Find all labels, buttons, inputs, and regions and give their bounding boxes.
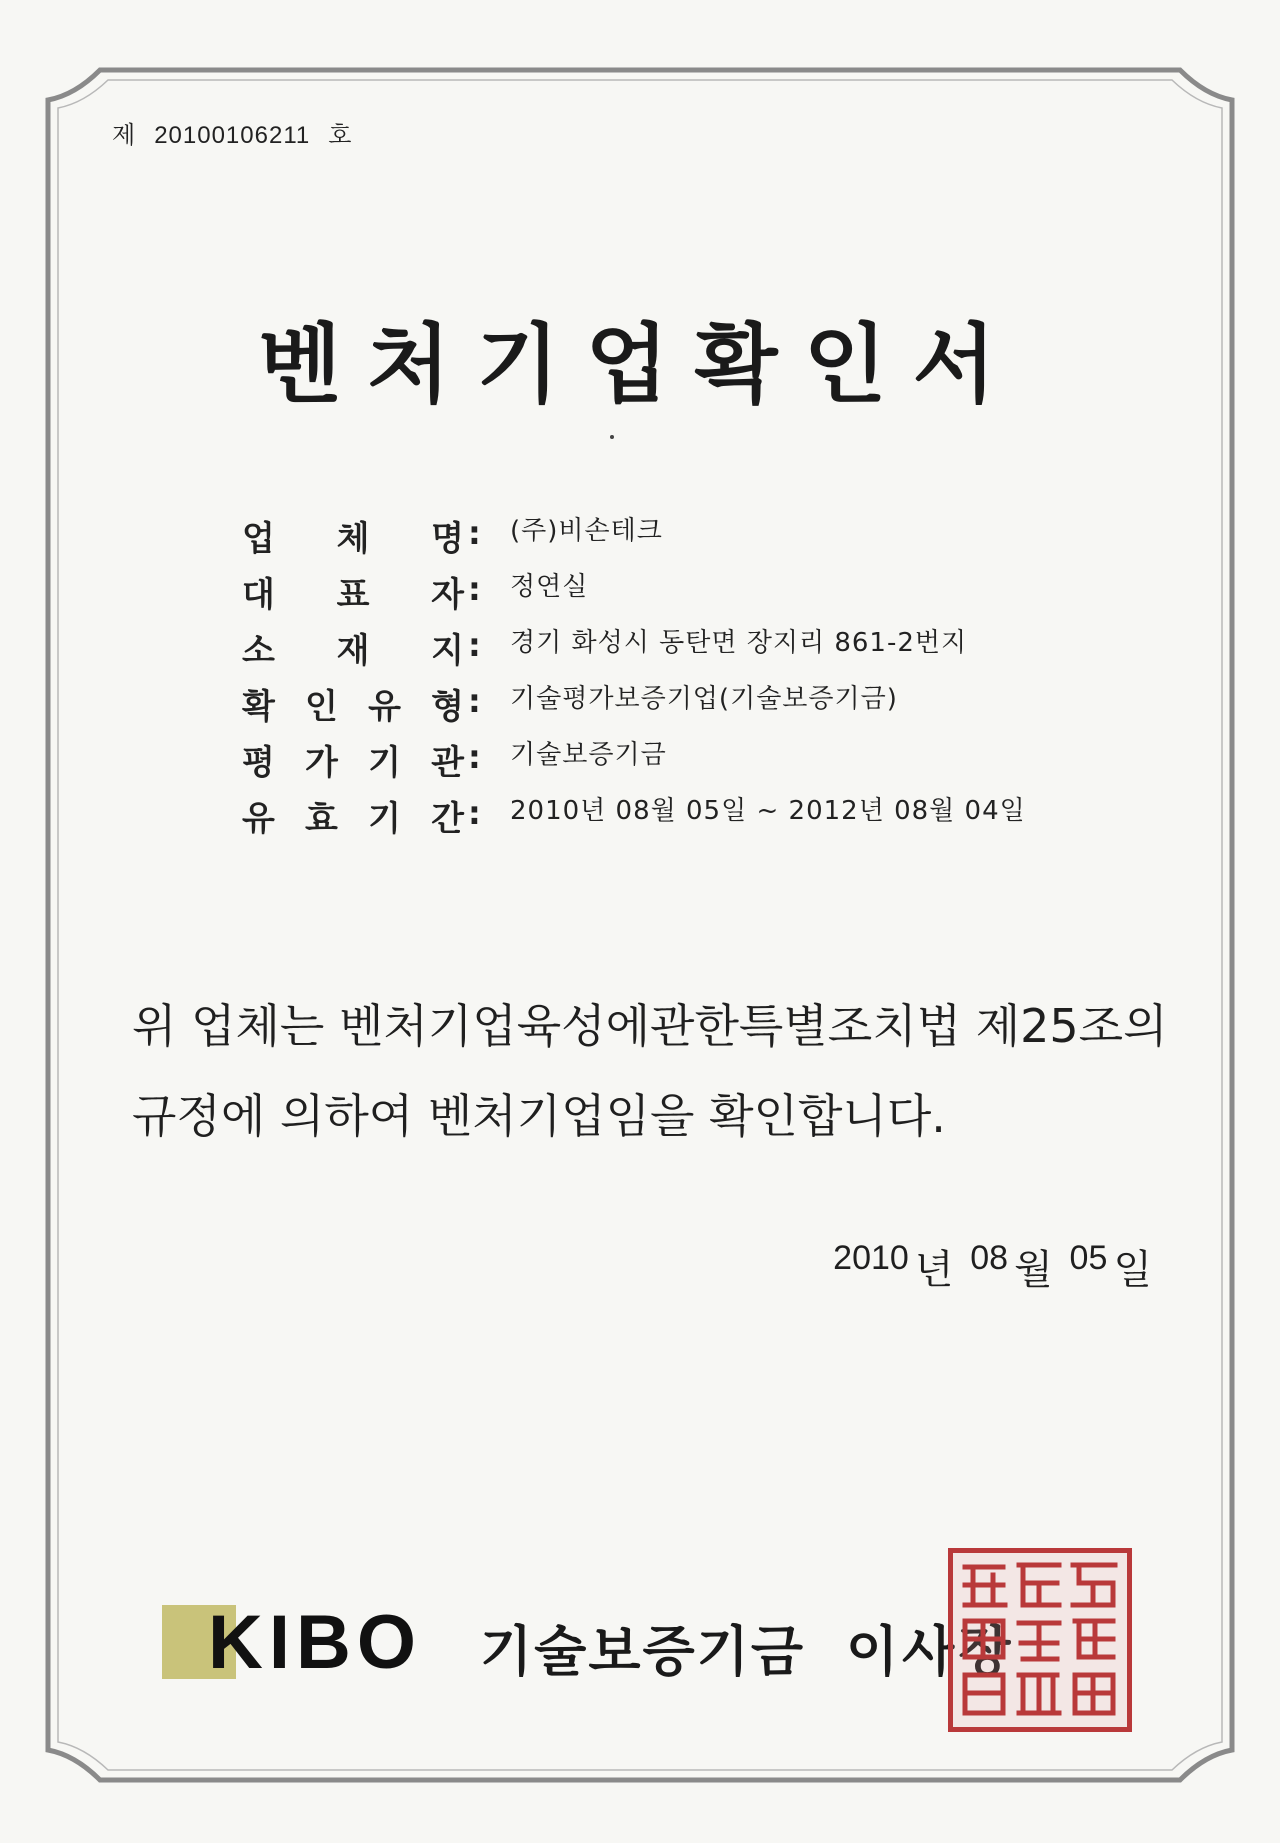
field-label-spaced: 소 재 지 xyxy=(242,630,464,671)
issue-date xyxy=(833,1232,1158,1293)
field-row xyxy=(242,510,1142,560)
kibo-logo: KIBO xyxy=(208,1600,422,1685)
statement-line-2: 규정에 의하여 벤처기업임을 확인합니다. xyxy=(132,1089,946,1143)
field-label-spaced: 대 표 자 xyxy=(242,574,464,615)
certificate-number-value: 20100106211 xyxy=(154,122,311,149)
field-colon: : xyxy=(468,682,481,720)
field-colon: : xyxy=(468,514,481,552)
issue-month-unit: 월 xyxy=(1014,1247,1053,1293)
issuer-title: 이사장 xyxy=(846,1620,1015,1683)
certificate-number-prefix: 제 xyxy=(112,121,137,149)
field-row xyxy=(242,734,1142,784)
field-colon: : xyxy=(468,794,481,832)
issue-year: 2010 xyxy=(833,1239,909,1277)
field-value: 경기 화성시 동탄면 장지리 861-2번지 xyxy=(510,628,968,658)
field-colon: : xyxy=(468,570,481,608)
field-label-spaced: 업 체 명 xyxy=(242,518,464,559)
issue-day-unit: 일 xyxy=(1113,1247,1152,1293)
field-value: (주)비손테크 xyxy=(510,516,663,546)
field-colon: : xyxy=(468,738,481,776)
issuer-name: 기술보증기금 xyxy=(480,1620,805,1683)
field-label-spaced: 평 가 기 관 xyxy=(242,742,464,783)
field-colon: : xyxy=(468,626,481,664)
field-value: 기술평가보증기업(기술보증기금) xyxy=(510,684,898,714)
field-value: 기술보증기금 xyxy=(510,740,667,770)
issue-month: 08 xyxy=(970,1239,1009,1277)
field-label-spaced: 확 인 유 형 xyxy=(242,686,464,727)
field-value: 2010년 08월 05일 ~ 2012년 08월 04일 xyxy=(510,796,1026,826)
official-seal-stamp xyxy=(948,1548,1132,1732)
field-row xyxy=(242,622,1142,672)
field-row xyxy=(242,566,1142,616)
seal-glyphs-icon xyxy=(953,1553,1127,1727)
issue-year-unit: 년 xyxy=(914,1247,954,1293)
issue-day: 05 xyxy=(1069,1239,1108,1277)
document-title: 벤처기업확인서 xyxy=(258,314,1022,415)
field-value: 정연실 xyxy=(510,572,589,602)
certificate-number-suffix: 호 xyxy=(328,121,353,149)
certificate-number xyxy=(112,115,352,150)
field-label-spaced: 유 효 기 간 xyxy=(242,798,464,839)
field-row xyxy=(242,790,1142,840)
statement-line-1: 위 업체는 벤처기업육성에관한특별조치법 제25조의 xyxy=(132,999,1168,1053)
field-row xyxy=(242,678,1142,728)
